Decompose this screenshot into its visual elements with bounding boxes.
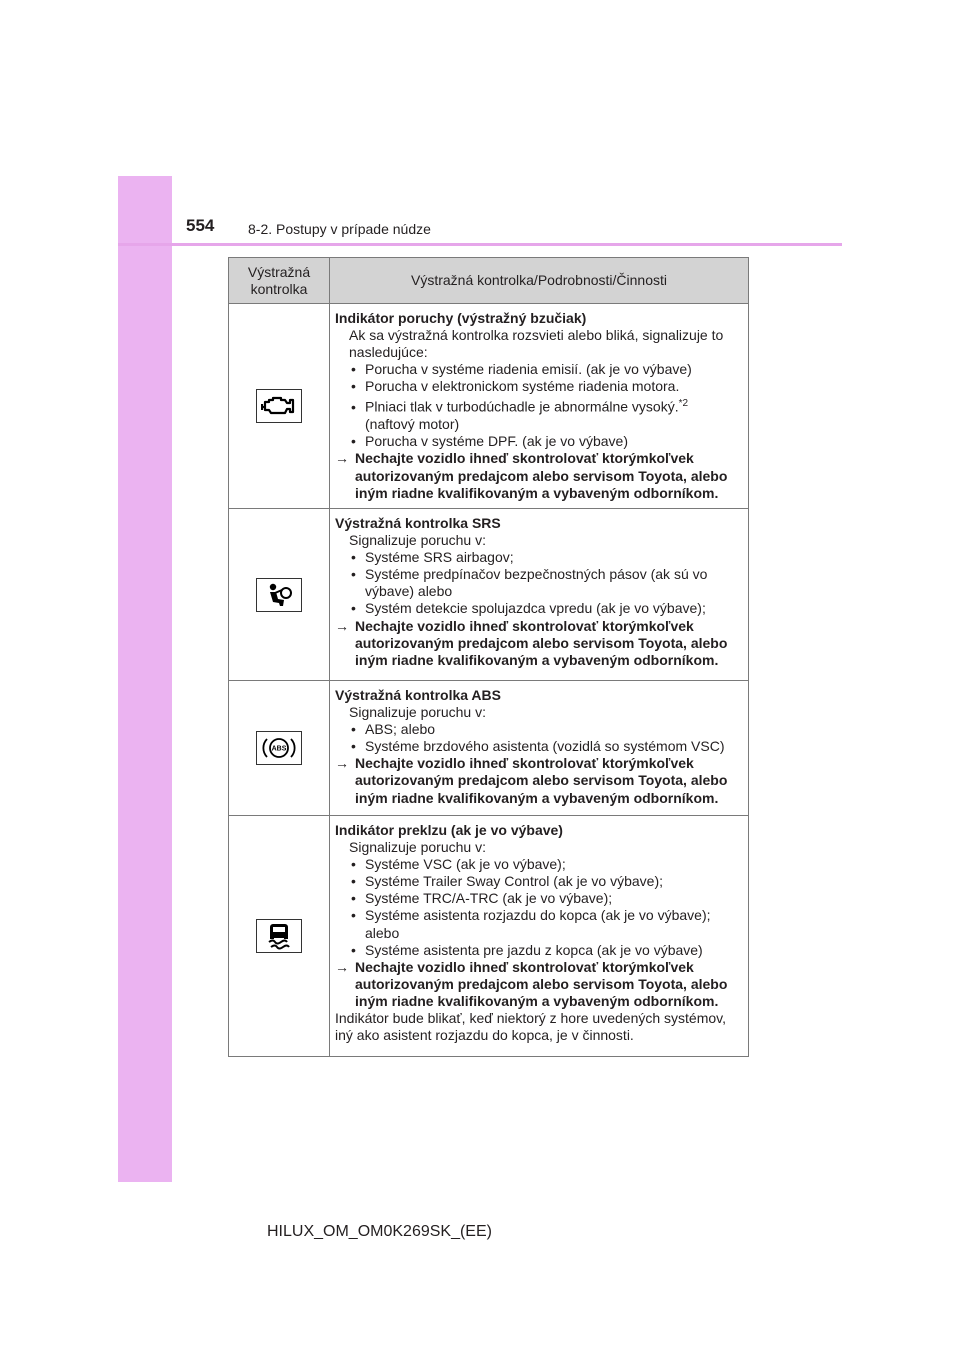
engine-check-icon: [256, 389, 302, 423]
list-item: • Systéme TRC/A-TRC (ak je vo výbave);: [351, 890, 613, 907]
table-row: [229, 304, 749, 509]
bullet: •: [351, 907, 356, 924]
arrow-icon: →: [335, 617, 349, 634]
slip-indicator-icon: [256, 919, 302, 953]
abs-icon-label: ABS: [271, 745, 287, 753]
footnote-marker: *2: [678, 398, 689, 410]
abs-icon: [256, 731, 302, 765]
list-item: • Systéme predpínačov bezpečnostných pásov (ak sú vo výbave) alebo: [351, 566, 708, 600]
action-text: → Nechajte vozidlo ihneď skontrolovať ktorýmkoľvek autorizovaným predajcom alebo servisom Toyota, alebo iným riadne kvalifikovaným a vybaveným odborníkom.: [335, 450, 728, 501]
list-item: • Porucha v elektronickom systéme riadenia motora.: [351, 378, 680, 395]
row-intro: Signalizuje poruchu v:: [349, 532, 486, 549]
row-title: Indikátor poruchy (výstražný bzučiak): [335, 310, 587, 326]
column-header-icon: Výstražná kontrolka: [229, 258, 330, 304]
srs-airbag-icon: [256, 578, 302, 612]
bullet: •: [351, 873, 356, 890]
table-row: [229, 681, 749, 816]
icon-cell: [229, 304, 330, 509]
bullet: •: [351, 738, 356, 755]
header-rule: [118, 243, 842, 246]
bullet: •: [351, 549, 356, 566]
bullet: •: [351, 890, 356, 907]
section-title: 8-2. Postupy v prípade núdze: [248, 221, 431, 237]
action-text: → Nechajte vozidlo ihneď skontrolovať ktorýmkoľvek autorizovaným predajcom alebo servisom Toyota, alebo iným riadne kvalifikovaným a vybaveným odborníkom.: [335, 958, 728, 1009]
arrow-icon: →: [335, 958, 349, 975]
bullet: •: [351, 399, 356, 416]
list-item: • Systéme asistenta rozjazdu do kopca (ak je vo výbave); alebo: [351, 907, 711, 941]
bullet: •: [351, 600, 356, 617]
row-intro: Signalizuje poruchu v:: [349, 704, 486, 721]
list-item: • Systéme VSC (ak je vo výbave);: [351, 856, 566, 873]
side-band: [118, 176, 172, 1182]
icon-cell: [229, 681, 330, 816]
footer-doc-code: HILUX_OM_OM0K269SK_(EE): [267, 1223, 492, 1240]
list-item: • Porucha v systéme riadenia emisií. (ak je vo výbave): [351, 361, 692, 378]
detail-cell: [330, 816, 749, 1057]
list-item: • Systém detekcie spolujazdca vpredu (ak je vo výbave);: [351, 600, 706, 617]
row-note: Indikátor bude blikať, keď niektorý z hore uvedených systémov, iný ako asistent rozjazdu do kopca, je v činnosti.: [335, 1010, 727, 1044]
action-text: → Nechajte vozidlo ihneď skontrolovať ktorýmkoľvek autorizovaným predajcom alebo servisom Toyota, alebo iným riadne kvalifikovaným a vybaveným odborníkom.: [335, 755, 728, 806]
page-number: 554: [186, 216, 215, 235]
detail-cell: [330, 509, 749, 681]
list-item: • Plniaci tlak v turbodúchadle je abnormálne vysoký.$^{*2}$ (naftový motor): [351, 398, 689, 433]
detail-cell: [330, 681, 749, 816]
column-header-detail: Výstražná kontrolka/Podrobnosti/Činnosti: [330, 258, 749, 304]
bullet: •: [351, 566, 356, 583]
row-title: Výstražná kontrolka SRS: [335, 515, 501, 531]
list-item: • Porucha v systéme DPF. (ak je vo výbave): [351, 433, 628, 450]
list-item: • Systéme asistenta pre jazdu z kopca (ak je vo výbave): [351, 941, 703, 958]
list-item: • Systéme Trailer Sway Control (ak je vo výbave);: [351, 873, 663, 890]
bullet: •: [351, 721, 356, 738]
bullet: •: [351, 361, 356, 378]
table-row: [229, 509, 749, 681]
arrow-icon: →: [335, 755, 349, 772]
row-intro: Ak sa výstražná kontrolka rozsvieti alebo bliká, signalizuje to nasledujúce:: [349, 327, 724, 361]
row-intro: Signalizuje poruchu v:: [349, 839, 486, 856]
icon-cell: [229, 816, 330, 1057]
list-item: • Systéme brzdového asistenta (vozidlá so systémom VSC): [351, 738, 725, 755]
table-header-row: [229, 258, 749, 304]
arrow-icon: →: [335, 450, 349, 467]
row-title: Indikátor preklzu (ak je vo výbave): [335, 822, 563, 838]
bullet: •: [351, 856, 356, 873]
list-item: • Systéme SRS airbagov;: [351, 549, 514, 566]
detail-cell: [330, 304, 749, 509]
warning-lights-table: [228, 257, 749, 1057]
list-item: • ABS; alebo: [351, 721, 436, 738]
bullet: •: [351, 941, 356, 958]
icon-cell: [229, 509, 330, 681]
bullet: •: [351, 433, 356, 450]
bullet: •: [351, 378, 356, 395]
table-row: [229, 816, 749, 1057]
action-text: → Nechajte vozidlo ihneď skontrolovať ktorýmkoľvek autorizovaným predajcom alebo servisom Toyota, alebo iným riadne kvalifikovaným a vybaveným odborníkom.: [335, 617, 728, 668]
row-title: Výstražná kontrolka ABS: [335, 687, 501, 703]
